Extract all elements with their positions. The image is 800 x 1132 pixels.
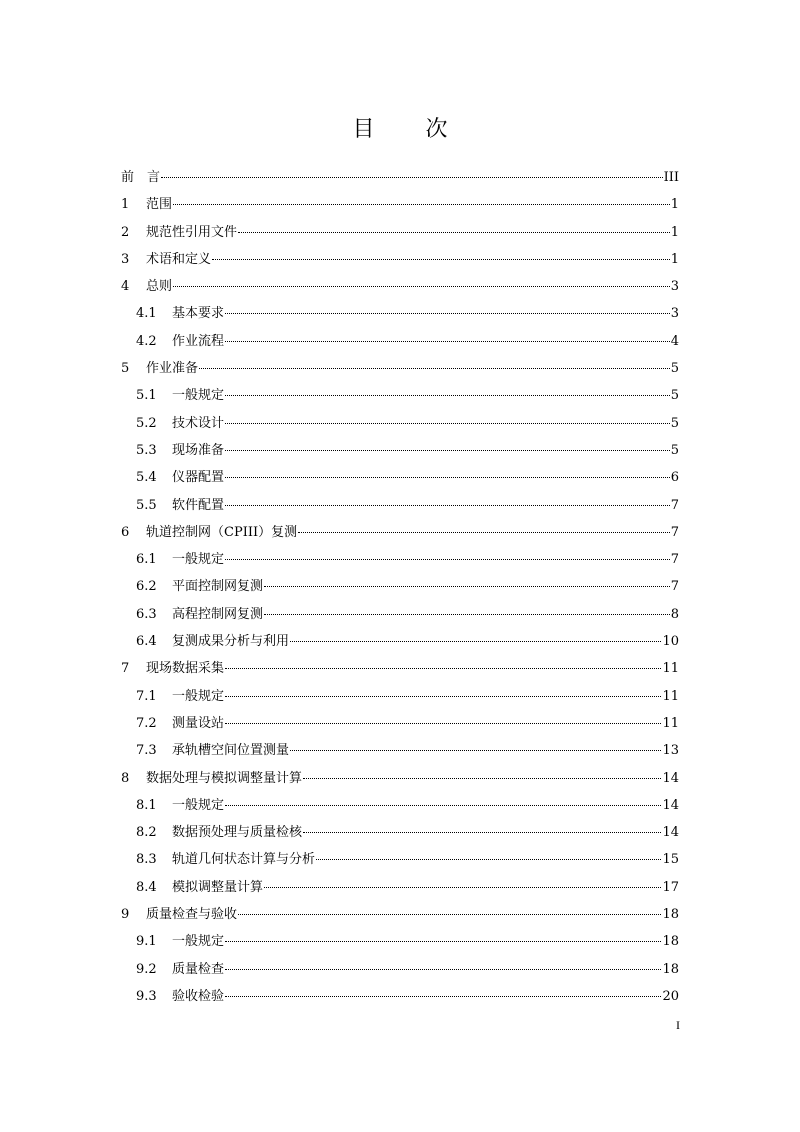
toc-entry-page: 14 bbox=[662, 797, 679, 813]
toc-entry-title: 范围 bbox=[146, 197, 173, 213]
toc-dot-leader bbox=[225, 312, 670, 314]
toc-entry-title: 作业流程 bbox=[172, 333, 225, 349]
toc-entry[interactable] bbox=[121, 546, 679, 573]
toc-entry-page: 1 bbox=[670, 224, 679, 240]
toc-entry-number: 9 bbox=[121, 907, 130, 923]
toc-dot-leader bbox=[225, 995, 661, 997]
toc-dot-leader bbox=[303, 777, 661, 779]
toc-entry-page: 18 bbox=[662, 934, 679, 950]
toc-entry[interactable] bbox=[121, 956, 679, 983]
toc-entry-page: III bbox=[663, 170, 679, 185]
toc-entry[interactable] bbox=[121, 191, 679, 218]
toc-entry-page: 11 bbox=[662, 688, 679, 704]
toc-dot-leader bbox=[199, 367, 670, 369]
toc-dot-leader bbox=[225, 940, 661, 942]
toc-dot-leader bbox=[225, 695, 661, 697]
toc-entry-title: 一般规定 bbox=[172, 688, 225, 704]
toc-entry-title: 数据预处理与质量检核 bbox=[172, 825, 303, 841]
toc-dot-leader bbox=[316, 858, 661, 860]
toc-entry-page: 14 bbox=[662, 825, 679, 841]
toc-entry-number: 5.5 bbox=[136, 497, 157, 513]
toc-entry-page: 13 bbox=[662, 743, 679, 759]
toc-entry[interactable] bbox=[121, 382, 679, 409]
toc-entry-number: 7.1 bbox=[136, 688, 157, 704]
toc-entry-number: 6.1 bbox=[136, 552, 157, 568]
toc-dot-leader bbox=[264, 613, 670, 615]
toc-entry-number: 8.3 bbox=[136, 852, 157, 868]
toc-dot-leader bbox=[264, 585, 670, 587]
table-of-contents bbox=[121, 164, 679, 1010]
toc-entry[interactable] bbox=[121, 492, 679, 519]
toc-dot-leader bbox=[225, 804, 661, 806]
toc-entry-number: 5.1 bbox=[136, 388, 157, 404]
toc-entry[interactable] bbox=[121, 219, 679, 246]
toc-dot-leader bbox=[298, 531, 670, 533]
toc-entry-title: 一般规定 bbox=[172, 388, 225, 404]
toc-entry-page: 7 bbox=[670, 524, 679, 540]
toc-entry-page: 3 bbox=[670, 306, 679, 322]
toc-entry[interactable] bbox=[121, 983, 679, 1010]
toc-entry[interactable] bbox=[121, 437, 679, 464]
toc-entry-title: 软件配置 bbox=[172, 497, 225, 513]
toc-entry-title: 技术设计 bbox=[172, 415, 225, 431]
toc-entry-page: 4 bbox=[670, 333, 679, 349]
toc-dot-leader bbox=[173, 203, 670, 205]
toc-entry[interactable] bbox=[121, 846, 679, 873]
toc-entry-page: 5 bbox=[670, 388, 679, 404]
toc-entry-number: 5.3 bbox=[136, 442, 157, 458]
toc-entry-page: 18 bbox=[662, 961, 679, 977]
toc-entry-page: 6 bbox=[670, 470, 679, 486]
toc-entry-number: 7.2 bbox=[136, 715, 157, 731]
toc-entry-page: 7 bbox=[670, 497, 679, 513]
toc-entry-title: 轨道几何状态计算与分析 bbox=[172, 852, 316, 868]
toc-entry-page: 11 bbox=[662, 661, 679, 677]
toc-entry-title: 质量检查与验收 bbox=[146, 907, 238, 923]
toc-entry-number: 9.3 bbox=[136, 988, 157, 1004]
toc-entry-number: 6.4 bbox=[136, 634, 157, 650]
toc-entry-number: 7.3 bbox=[136, 743, 157, 759]
toc-entry-number: 4.1 bbox=[136, 306, 157, 322]
toc-entry-number: 4 bbox=[121, 279, 130, 295]
toc-entry-title: 数据处理与模拟调整量计算 bbox=[146, 770, 303, 786]
toc-entry[interactable] bbox=[121, 601, 679, 628]
toc-entry-title: 质量检查 bbox=[172, 961, 225, 977]
toc-entry[interactable] bbox=[121, 628, 679, 655]
toc-entry[interactable] bbox=[121, 355, 679, 382]
toc-entry-page: 3 bbox=[670, 279, 679, 295]
toc-entry-title: 总则 bbox=[146, 279, 173, 295]
toc-entry-number: 9.2 bbox=[136, 961, 157, 977]
toc-entry-title: 术语和定义 bbox=[146, 251, 212, 267]
toc-dot-leader bbox=[303, 831, 661, 833]
toc-entry-title: 仪器配置 bbox=[172, 470, 225, 486]
toc-entry-page: 10 bbox=[662, 634, 679, 650]
toc-entry-page: 8 bbox=[670, 606, 679, 622]
toc-entry-title: 模拟调整量计算 bbox=[172, 879, 264, 895]
toc-entry[interactable] bbox=[121, 765, 679, 792]
toc-dot-leader bbox=[264, 886, 661, 888]
toc-entry-number: 8.2 bbox=[136, 825, 157, 841]
toc-entry[interactable] bbox=[121, 901, 679, 928]
toc-entry-number: 8.1 bbox=[136, 797, 157, 813]
toc-entry[interactable] bbox=[121, 737, 679, 764]
toc-entry-page: 5 bbox=[670, 442, 679, 458]
toc-entry-number: 1 bbox=[121, 197, 130, 213]
page-title: 目 次 bbox=[352, 117, 470, 142]
toc-entry-title: 作业准备 bbox=[146, 361, 199, 377]
toc-entry-page: 7 bbox=[670, 552, 679, 568]
toc-entry-title: 基本要求 bbox=[172, 306, 225, 322]
toc-entry[interactable] bbox=[121, 300, 679, 327]
toc-entry-number: 5.2 bbox=[136, 415, 157, 431]
toc-entry[interactable] bbox=[121, 874, 679, 901]
toc-entry-page: 1 bbox=[670, 251, 679, 267]
toc-entry-title: 复测成果分析与利用 bbox=[172, 634, 290, 650]
toc-entry[interactable] bbox=[121, 792, 679, 819]
toc-entry[interactable] bbox=[121, 819, 679, 846]
toc-entry[interactable] bbox=[121, 655, 679, 682]
toc-entry-number: 8.4 bbox=[136, 879, 157, 895]
toc-entry-title: 轨道控制网（CPIII）复测 bbox=[146, 524, 298, 540]
toc-dot-leader bbox=[238, 913, 661, 915]
toc-entry[interactable] bbox=[121, 273, 679, 300]
toc-entry[interactable] bbox=[121, 710, 679, 737]
toc-entry-title: 一般规定 bbox=[172, 934, 225, 950]
toc-entry-title: 规范性引用文件 bbox=[146, 224, 238, 240]
page-number: I bbox=[676, 1018, 680, 1032]
toc-entry-number: 4.2 bbox=[136, 333, 157, 349]
toc-entry-page: 14 bbox=[662, 770, 679, 786]
toc-entry-title: 验收检验 bbox=[172, 988, 225, 1004]
toc-entry[interactable] bbox=[121, 519, 679, 546]
toc-entry-title: 现场数据采集 bbox=[146, 661, 225, 677]
toc-entry-title: 一般规定 bbox=[172, 797, 225, 813]
toc-dot-leader bbox=[225, 722, 661, 724]
toc-entry-page: 15 bbox=[662, 852, 679, 868]
toc-dot-leader bbox=[225, 558, 670, 560]
toc-dot-leader bbox=[225, 476, 670, 478]
toc-dot-leader bbox=[161, 176, 663, 178]
toc-dot-leader bbox=[225, 449, 670, 451]
toc-entry[interactable] bbox=[121, 573, 679, 600]
toc-entry-title: 现场准备 bbox=[172, 442, 225, 458]
toc-entry-title: 承轨槽空间位置测量 bbox=[172, 743, 290, 759]
toc-dot-leader bbox=[290, 749, 661, 751]
toc-entry[interactable] bbox=[121, 410, 679, 437]
toc-entry-page: 5 bbox=[670, 361, 679, 377]
toc-entry-title: 前 言 bbox=[121, 170, 161, 185]
toc-entry-title: 测量设站 bbox=[172, 715, 225, 731]
toc-dot-leader bbox=[225, 968, 661, 970]
toc-entry-number: 2 bbox=[121, 224, 130, 240]
toc-entry-page: 20 bbox=[662, 988, 679, 1004]
toc-dot-leader bbox=[225, 667, 661, 669]
toc-entry-page: 5 bbox=[670, 415, 679, 431]
toc-entry-title: 一般规定 bbox=[172, 552, 225, 568]
toc-entry[interactable] bbox=[121, 683, 679, 710]
toc-entry-page: 11 bbox=[662, 715, 679, 731]
toc-entry-number: 3 bbox=[121, 251, 130, 267]
toc-entry-number: 6.3 bbox=[136, 606, 157, 622]
toc-entry-page: 7 bbox=[670, 579, 679, 595]
toc-entry-title: 平面控制网复测 bbox=[172, 579, 264, 595]
toc-dot-leader bbox=[225, 422, 670, 424]
toc-dot-leader bbox=[290, 640, 661, 642]
toc-entry[interactable] bbox=[121, 246, 679, 273]
toc-entry-number: 5.4 bbox=[136, 470, 157, 486]
toc-dot-leader bbox=[225, 340, 670, 342]
toc-entry[interactable] bbox=[121, 928, 679, 955]
toc-dot-leader bbox=[212, 258, 670, 260]
toc-entry-number: 5 bbox=[121, 361, 130, 377]
toc-entry-number: 8 bbox=[121, 770, 130, 786]
toc-dot-leader bbox=[225, 394, 670, 396]
toc-dot-leader bbox=[173, 285, 670, 287]
toc-entry[interactable] bbox=[121, 328, 679, 355]
toc-dot-leader bbox=[238, 231, 670, 233]
toc-entry-page: 18 bbox=[662, 907, 679, 923]
toc-entry-page: 1 bbox=[670, 197, 679, 213]
toc-entry-title: 高程控制网复测 bbox=[172, 606, 264, 622]
toc-entry-number: 9.1 bbox=[136, 934, 157, 950]
toc-entry-page: 17 bbox=[662, 879, 679, 895]
toc-entry[interactable] bbox=[121, 164, 679, 191]
toc-entry-number: 7 bbox=[121, 661, 130, 677]
toc-dot-leader bbox=[225, 504, 670, 506]
toc-entry-number: 6 bbox=[121, 524, 130, 540]
toc-entry[interactable] bbox=[121, 464, 679, 491]
toc-entry-number: 6.2 bbox=[136, 579, 157, 595]
